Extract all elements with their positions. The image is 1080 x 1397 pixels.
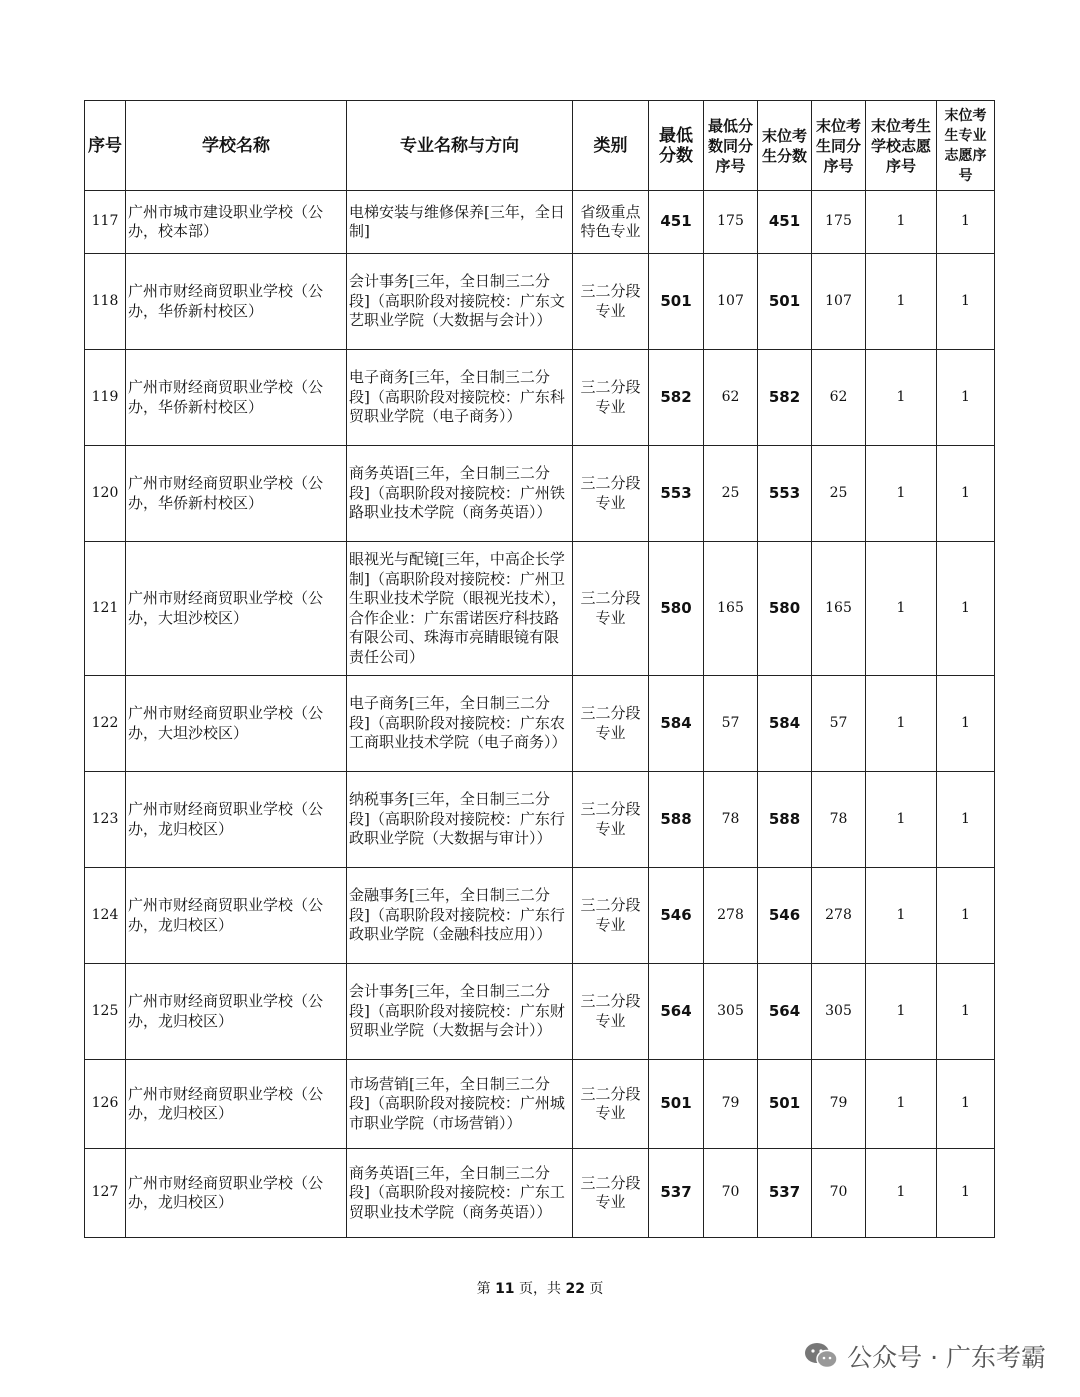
- cell-last-same-rank: 78: [812, 772, 866, 868]
- cell-seq: 124: [85, 868, 126, 964]
- footer-middle: 页，共: [514, 1281, 566, 1297]
- cell-category: 三二分段专业: [573, 964, 649, 1060]
- cell-school-pref: 1: [866, 446, 937, 542]
- cell-school: 广州市财经商贸职业学校（公办，华侨新村校区）: [126, 446, 347, 542]
- cell-school: 广州市财经商贸职业学校（公办，大坦沙校区）: [126, 676, 347, 772]
- cell-category: 三二分段专业: [573, 254, 649, 350]
- cell-category: 三二分段专业: [573, 868, 649, 964]
- cell-last-score: 546: [758, 868, 812, 964]
- cell-min-score: 564: [649, 964, 704, 1060]
- cell-major-pref: 1: [937, 964, 995, 1060]
- cell-seq: 123: [85, 772, 126, 868]
- cell-major: 会计事务[三年，全日制三二分段]（高职阶段对接院校：广东财贸职业学院（大数据与会计））: [347, 964, 573, 1060]
- cell-major-pref: 1: [937, 1060, 995, 1149]
- cell-school: 广州市城市建设职业学校（公办，校本部）: [126, 191, 347, 254]
- cell-major: 金融事务[三年，全日制三二分段]（高职阶段对接院校：广东行政职业学院（金融科技应用））: [347, 868, 573, 964]
- cell-last-same-rank: 70: [812, 1149, 866, 1238]
- cell-min-score: 584: [649, 676, 704, 772]
- table-row: [85, 772, 995, 868]
- cell-min-same-rank: 57: [704, 676, 758, 772]
- footer-total-pages: 22: [565, 1281, 585, 1297]
- cell-major: 商务英语[三年，全日制三二分段]（高职阶段对接院校：广东工贸职业技术学院（商务英语））: [347, 1149, 573, 1238]
- cell-category: 三二分段专业: [573, 542, 649, 676]
- cell-school: 广州市财经商贸职业学校（公办，华侨新村校区）: [126, 350, 347, 446]
- watermark: [803, 1336, 1046, 1376]
- cell-min-score: 580: [649, 542, 704, 676]
- footer-prefix: 第: [476, 1281, 496, 1297]
- cell-last-same-rank: 57: [812, 676, 866, 772]
- cell-seq: 122: [85, 676, 126, 772]
- cell-category: 省级重点特色专业: [573, 191, 649, 254]
- cell-school-pref: 1: [866, 1060, 937, 1149]
- cell-seq: 120: [85, 446, 126, 542]
- header-major: 专业名称与方向: [347, 101, 573, 191]
- footer-current-page: 11: [495, 1281, 515, 1297]
- cell-last-score: 537: [758, 1149, 812, 1238]
- cell-min-score: 451: [649, 191, 704, 254]
- cell-school-pref: 1: [866, 254, 937, 350]
- cell-major: 电子商务[三年，全日制三二分段]（高职阶段对接院校：广东科贸职业学院（电子商务））: [347, 350, 573, 446]
- cell-seq: 118: [85, 254, 126, 350]
- cell-last-score: 580: [758, 542, 812, 676]
- cell-last-score: 553: [758, 446, 812, 542]
- cell-school: 广州市财经商贸职业学校（公办，华侨新村校区）: [126, 254, 347, 350]
- cell-major-pref: 1: [937, 542, 995, 676]
- footer-suffix: 页: [584, 1281, 604, 1297]
- table-row: [85, 254, 995, 350]
- cell-school-pref: 1: [866, 350, 937, 446]
- cell-school: 广州市财经商贸职业学校（公办，龙归校区）: [126, 1149, 347, 1238]
- cell-last-same-rank: 165: [812, 542, 866, 676]
- header-seq: 序号: [85, 101, 126, 191]
- cell-major: 商务英语[三年，全日制三二分段]（高职阶段对接院校：广州铁路职业技术学院（商务英语））: [347, 446, 573, 542]
- cell-last-same-rank: 25: [812, 446, 866, 542]
- table-row: [85, 964, 995, 1060]
- table-row: [85, 191, 995, 254]
- cell-last-same-rank: 79: [812, 1060, 866, 1149]
- wechat-icon: [803, 1341, 839, 1371]
- cell-school-pref: 1: [866, 542, 937, 676]
- table-row: [85, 1060, 995, 1149]
- table-row: [85, 350, 995, 446]
- header-row: [85, 101, 995, 191]
- cell-school: 广州市财经商贸职业学校（公办，龙归校区）: [126, 964, 347, 1060]
- header-min-score: 最低分数: [649, 101, 704, 191]
- header-last-school-pref: 末位考生学校志愿序号: [866, 101, 937, 191]
- cell-min-score: 501: [649, 1060, 704, 1149]
- cell-category: 三二分段专业: [573, 772, 649, 868]
- cell-min-same-rank: 278: [704, 868, 758, 964]
- header-last-major-pref: 末位考生专业志愿序号: [937, 101, 995, 191]
- header-last-same-rank: 末位考生同分序号: [812, 101, 866, 191]
- cell-seq: 117: [85, 191, 126, 254]
- cell-last-same-rank: 175: [812, 191, 866, 254]
- cell-school-pref: 1: [866, 191, 937, 254]
- header-last-score: 末位考生分数: [758, 101, 812, 191]
- cell-seq: 126: [85, 1060, 126, 1149]
- cell-last-same-rank: 305: [812, 964, 866, 1060]
- page-footer: [0, 1278, 1080, 1298]
- table-row: [85, 446, 995, 542]
- cell-last-score: 588: [758, 772, 812, 868]
- cell-min-same-rank: 165: [704, 542, 758, 676]
- cell-last-same-rank: 278: [812, 868, 866, 964]
- cell-major-pref: 1: [937, 191, 995, 254]
- cell-major: 电子商务[三年，全日制三二分段]（高职阶段对接院校：广东农工商职业技术学院（电子商务））: [347, 676, 573, 772]
- cell-category: 三二分段专业: [573, 350, 649, 446]
- cell-min-score: 553: [649, 446, 704, 542]
- watermark-text: 公众号 · 广东考霸: [847, 1343, 1046, 1372]
- cell-school: 广州市财经商贸职业学校（公办，龙归校区）: [126, 868, 347, 964]
- cell-seq: 127: [85, 1149, 126, 1238]
- cell-major: 会计事务[三年，全日制三二分段]（高职阶段对接院校：广东文艺职业学院（大数据与会计））: [347, 254, 573, 350]
- cell-last-score: 584: [758, 676, 812, 772]
- cell-min-same-rank: 305: [704, 964, 758, 1060]
- cell-last-score: 501: [758, 254, 812, 350]
- cell-school-pref: 1: [866, 868, 937, 964]
- table-row: [85, 542, 995, 676]
- cell-school-pref: 1: [866, 772, 937, 868]
- cell-min-score: 537: [649, 1149, 704, 1238]
- cell-major-pref: 1: [937, 254, 995, 350]
- cell-category: 三二分段专业: [573, 1060, 649, 1149]
- cell-category: 三二分段专业: [573, 446, 649, 542]
- cell-school: 广州市财经商贸职业学校（公办，大坦沙校区）: [126, 542, 347, 676]
- cell-major-pref: 1: [937, 868, 995, 964]
- cell-school-pref: 1: [866, 676, 937, 772]
- cell-major-pref: 1: [937, 772, 995, 868]
- cell-major-pref: 1: [937, 350, 995, 446]
- cell-category: 三二分段专业: [573, 676, 649, 772]
- cell-min-score: 546: [649, 868, 704, 964]
- cell-last-same-rank: 107: [812, 254, 866, 350]
- cell-major: 纳税事务[三年，全日制三二分段]（高职阶段对接院校：广东行政职业学院（大数据与审计））: [347, 772, 573, 868]
- cell-min-same-rank: 70: [704, 1149, 758, 1238]
- cell-school: 广州市财经商贸职业学校（公办，龙归校区）: [126, 772, 347, 868]
- cell-major-pref: 1: [937, 676, 995, 772]
- cell-seq: 125: [85, 964, 126, 1060]
- cell-major: 眼视光与配镜[三年，中高企长学制]（高职阶段对接院校：广州卫生职业技术学院（眼视光技术），合作企业：广东雷诺医疗科技路有限公司、珠海市亮睛眼镜有限责任公司）: [347, 542, 573, 676]
- cell-major-pref: 1: [937, 1149, 995, 1238]
- cell-last-score: 582: [758, 350, 812, 446]
- cell-min-same-rank: 78: [704, 772, 758, 868]
- cell-min-score: 588: [649, 772, 704, 868]
- cell-last-score: 501: [758, 1060, 812, 1149]
- cell-seq: 121: [85, 542, 126, 676]
- table-row: [85, 868, 995, 964]
- cell-min-same-rank: 107: [704, 254, 758, 350]
- admissions-table: [84, 100, 995, 1238]
- cell-min-same-rank: 79: [704, 1060, 758, 1149]
- cell-major: 市场营销[三年，全日制三二分段]（高职阶段对接院校：广州城市职业学院（市场营销））: [347, 1060, 573, 1149]
- cell-last-score: 451: [758, 191, 812, 254]
- cell-min-score: 582: [649, 350, 704, 446]
- cell-seq: 119: [85, 350, 126, 446]
- header-school: 学校名称: [126, 101, 347, 191]
- cell-min-same-rank: 62: [704, 350, 758, 446]
- cell-last-same-rank: 62: [812, 350, 866, 446]
- cell-category: 三二分段专业: [573, 1149, 649, 1238]
- header-category: 类别: [573, 101, 649, 191]
- cell-min-same-rank: 175: [704, 191, 758, 254]
- cell-last-score: 564: [758, 964, 812, 1060]
- table-row: [85, 1149, 995, 1238]
- table-row: [85, 676, 995, 772]
- cell-school: 广州市财经商贸职业学校（公办，龙归校区）: [126, 1060, 347, 1149]
- header-min-same-rank: 最低分数同分序号: [704, 101, 758, 191]
- cell-major: 电梯安装与维修保养[三年，全日制]: [347, 191, 573, 254]
- cell-min-same-rank: 25: [704, 446, 758, 542]
- cell-school-pref: 1: [866, 964, 937, 1060]
- cell-major-pref: 1: [937, 446, 995, 542]
- cell-min-score: 501: [649, 254, 704, 350]
- cell-school-pref: 1: [866, 1149, 937, 1238]
